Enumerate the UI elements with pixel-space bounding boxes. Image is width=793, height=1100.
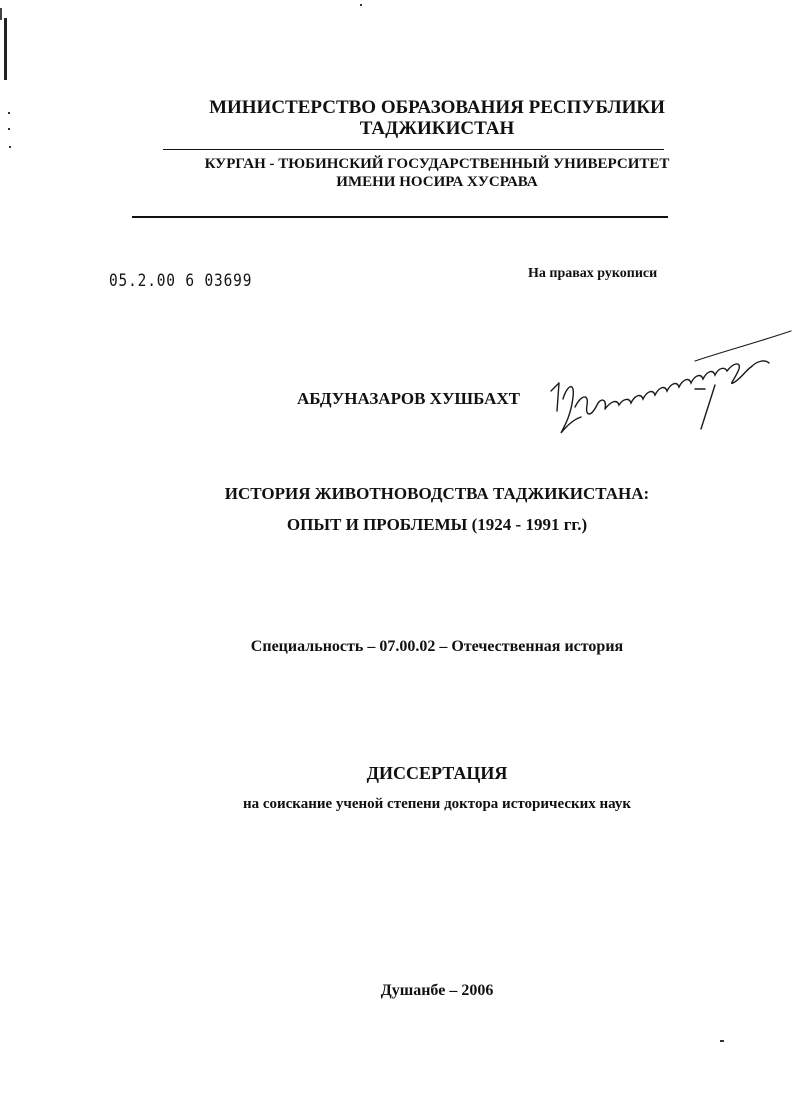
ministry-line-2: ТАДЖИКИСТАН xyxy=(359,118,515,139)
scan-artifact xyxy=(0,8,2,20)
university-line-2: ИМЕНИ НОСИРА ХУСРАВА xyxy=(336,174,538,190)
header-divider xyxy=(163,149,664,150)
scan-artifact xyxy=(8,112,10,114)
header-divider xyxy=(132,216,668,218)
manuscript-note: На правах рукописи xyxy=(528,266,658,281)
scan-artifact xyxy=(720,1040,724,1042)
dissertation-title xyxy=(120,478,754,540)
city-year: Душанбе – 2006 xyxy=(380,982,494,999)
specialty-line: Специальность – 07.00.02 – Отечественная история xyxy=(250,638,624,655)
ministry-heading xyxy=(120,97,754,139)
scan-artifact xyxy=(8,128,10,130)
scan-artifact xyxy=(360,4,362,6)
university-line-1: КУРГАН - ТЮБИНСКИЙ ГОСУДАРСТВЕННЫЙ УНИВЕРСИТЕТ xyxy=(204,156,670,172)
author-name: АБДУНАЗАРОВ ХУШБАХТ xyxy=(297,389,521,408)
author-signature xyxy=(545,325,793,445)
university-heading xyxy=(120,155,754,191)
title-line-1: ИСТОРИЯ ЖИВОТНОВОДСТВА ТАДЖИКИСТАНА: xyxy=(224,484,650,503)
scan-artifact xyxy=(4,18,7,80)
archive-code-stamp: 05.2.00 6 03699 xyxy=(109,271,253,291)
scan-artifact xyxy=(9,146,11,148)
ministry-line-1: МИНИСТЕРСТВО ОБРАЗОВАНИЯ РЕСПУБЛИКИ xyxy=(209,97,665,118)
degree-line: на соискание ученой степени доктора исторических наук xyxy=(242,796,632,812)
dissertation-heading: ДИССЕРТАЦИЯ xyxy=(366,763,508,783)
title-line-2: ОПЫТ И ПРОБЛЕМЫ (1924 - 1991 гг.) xyxy=(286,515,588,534)
